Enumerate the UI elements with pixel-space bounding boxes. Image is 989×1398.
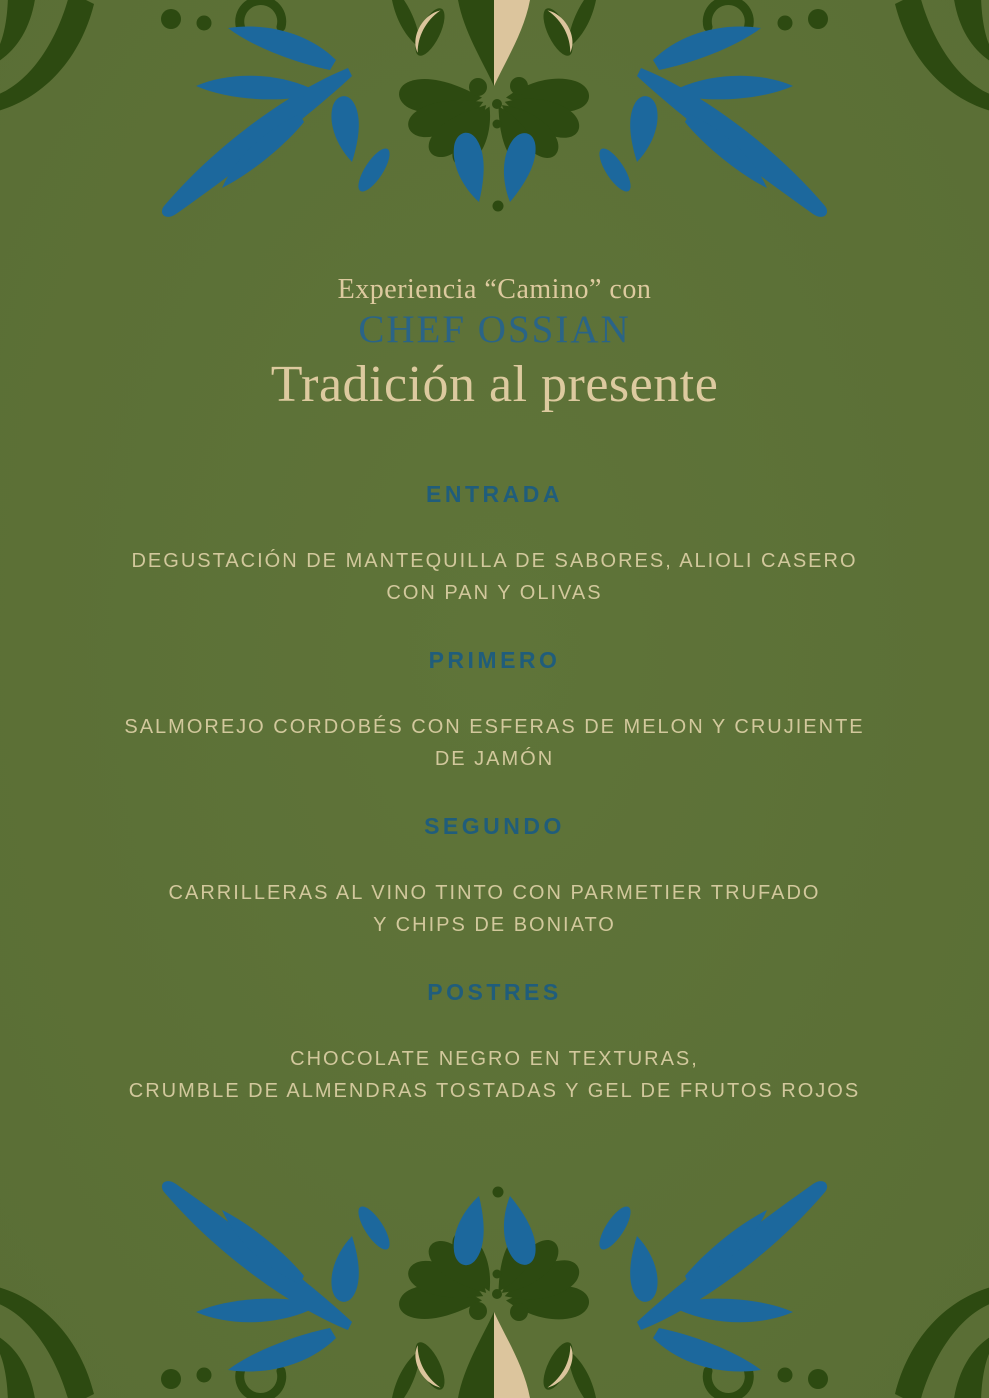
section-heading: ENTRADA [426, 480, 563, 507]
dish-line: DEGUSTACIÓN DE MANTEQUILLA DE SABORES, ALIOLI CASERO [131, 549, 858, 572]
dish-line: SALMOREJO CORDOBÉS CON ESFERAS DE MELON Y CRUJIENTE [124, 715, 865, 738]
dish-description [40, 545, 949, 609]
section-heading: POSTRES [427, 978, 562, 1005]
dish-line: CARRILLERAS AL VINO TINTO CON PARMETIER TRUFADO [168, 881, 821, 904]
page-title: Tradición al presente [270, 355, 719, 413]
dish-description [40, 877, 949, 941]
menu-section-segundo [0, 811, 989, 941]
dish-line: Y CHIPS DE BONIATO [373, 913, 616, 936]
dish-line: CRUMBLE DE ALMENDRAS TOSTADAS Y GEL DE FRUTOS ROJOS [128, 1079, 861, 1102]
experience-subtitle: Experiencia “Camino” con [337, 274, 652, 305]
section-heading: SEGUNDO [424, 812, 565, 839]
dish-line: CON PAN Y OLIVAS [386, 581, 603, 604]
dish-description [40, 1043, 949, 1107]
menu-section-entrada [0, 479, 989, 609]
dish-line: CHOCOLATE NEGRO EN TEXTURAS, [290, 1047, 699, 1070]
menu-section-primero [0, 645, 989, 775]
dish-description [40, 711, 949, 775]
chef-name: CHEF OSSIAN [358, 308, 631, 351]
section-heading: PRIMERO [428, 646, 561, 673]
menu-section-postres [0, 977, 989, 1107]
dish-line: DE JAMÓN [434, 747, 555, 770]
floral-ornament-bottom-icon [0, 1158, 989, 1398]
